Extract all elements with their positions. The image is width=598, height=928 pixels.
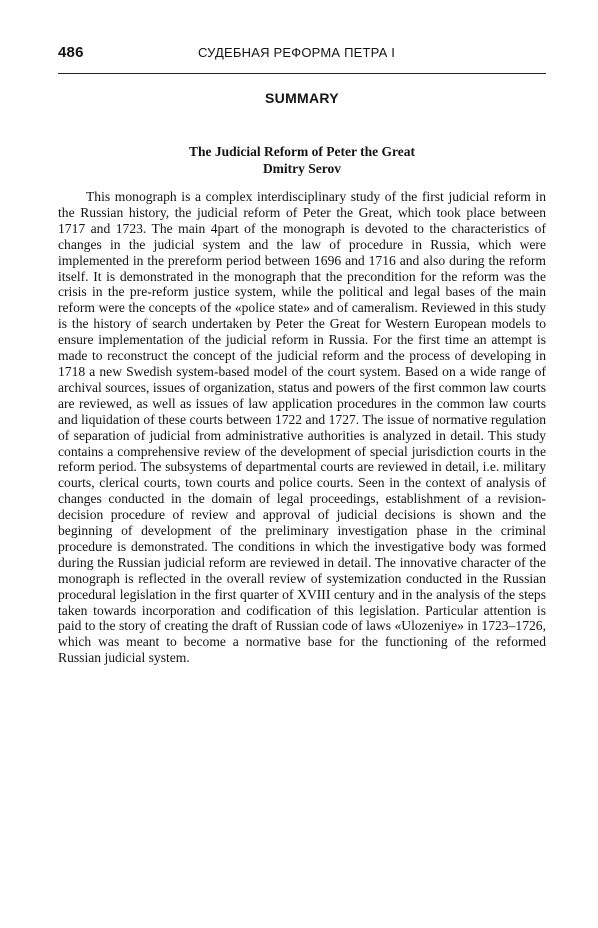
summary-paragraph: This monograph is a complex interdisciplinary study of the first judicial reform in the Russian history, the judicial reform of Peter the Great, which took place between 1717 and 1723. The main 4part of the monograph is devoted to the characteristics of changes in the judicial system and the law of procedure in Russia, which were implemented in the prereform period between 1696 and 1716 and also during the reform itself. It is demonstrated in the monograph that the precondition for the reform was the crisis in the pre-reform justice system, while the political and legal bases of the main reform were the concepts of the «police state» and of cameralism. Reviewed in this study is the history of search undertaken by Peter the Great for Western European models to ensure implementation of the judicial reform in Russia. For the first time an attempt is made to reconstruct the concept of the judicial reform and the process of developing in 1718 a new Swedish system-based model of the court system. Based on a wide range of archival sources, issues of organization, status and powers of the first common law courts are reviewed, as well as issues of law application procedures in the common law courts and liquidation of these courts between 1722 and 1727. The issue of normative regulation of separation of judicial from administrative authorities is analyzed in detail. This study contains a comprehensive review of the development of special jurisdiction courts in the reform period. The subsystems of departmental courts are reviewed in detail, i.e. military courts, clerical courts, town courts and police courts. Seen in the context of analysis of changes conducted in the domain of legal proceedings, establishment of a revision-decision procedure of review and approval of judicial decisions is shown and the beginning of development of the preliminary investigation phase in the criminal procedure is demonstrated. The conditions in which the investigative body was formed during the Russian judicial reform are reviewed in detail. The innovative character of the monograph is reflected in the overall review of systemization conducted in the Russian procedural legislation in the first quarter of XVIII century and in the analysis of the steps taken towards incorporation and codification of this legislation. Particular attention is paid to the story of creating the draft of Russian code of laws «Ulozeniye» in 1723–1726, which was meant to become a normative base for the functioning of the reformed Russian judicial system.	[58, 189, 546, 666]
running-head: СУДЕБНАЯ РЕФОРМА ПЕТРА I	[198, 45, 396, 60]
section-title: SUMMARY	[265, 90, 339, 106]
article-title: The Judicial Reform of Peter the Great	[189, 144, 415, 159]
page-header	[58, 42, 546, 64]
author-name: Dmitry Serov	[262, 161, 342, 176]
header-rule	[58, 73, 546, 74]
page-number: 486	[58, 44, 84, 61]
